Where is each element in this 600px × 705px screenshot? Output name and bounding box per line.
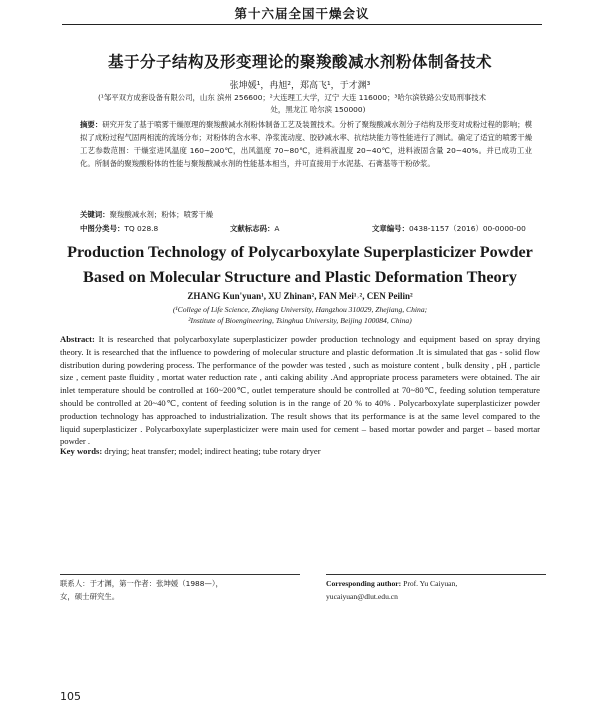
english-authors: ZHANG Kun'yuan¹, XU Zhinan², FAN Mei¹˒², CEN Peilin² [187,291,413,301]
clc-number [80,223,158,234]
chinese-footnote [60,577,300,603]
english-title [30,240,570,290]
article-number-label: 文章编号： [372,224,409,233]
footnote-rule-right [326,574,546,575]
chinese-affiliation-line1: (¹邹平双方成套设备有限公司，山东 滨州 256600；²大连理工大学，辽宁 大连 116000；³哈尔滨铁路公安局刑事技术 [98,93,487,102]
chinese-keywords [80,209,532,220]
document-code-label: 文献标志码： [230,224,275,233]
corresponding-author-name: Prof. Yu Caiyuan, [403,579,458,588]
english-abstract [60,333,540,448]
chinese-title: 基于分子结构及形变理论的聚羧酸减水剂粉体制备技术 [107,53,492,71]
conference-header: 第十六届全国干燥会议 [234,6,370,21]
chinese-abstract-text: 研究开发了基于喷雾干燥原理的聚羧酸减水剂粉体制备工艺及装置技术。分析了聚羧酸减水剂分子结构及形变对成粉过程的影响；模拟了成粉过程气固两相流的流场分布；对粉体的含水率、净浆流动度、胶砂减水率、抗结块能力等性能进行了测试。确定了适宜的喷雾干燥工艺参数范围：干燥室进风温度 160~200℃，出风温度 70~80℃，进料液温度 20~40℃，进料液固含量 20~40%。并已成功工业化。所制备的聚羧酸粉体的性能与聚羧酸减水剂的性能基本相当，并可直接用于水泥基、石膏基等干粉砂浆。 [80,120,532,168]
chinese-abstract [80,118,532,170]
english-affiliation-line1: (¹College of Life Science, Zhejiang University, Hangzhou 310029, Zhejiang, China; [172,305,428,314]
clc-value: TQ 028.8 [124,224,159,233]
document-code-value: A [274,224,280,233]
page-number: 105 [60,690,81,703]
header-rule [62,24,542,25]
chinese-footnote-line2: 女，硕士研究生。 [60,592,120,601]
english-affiliation-line2: ²Institute of Bioengineering, Tsinghua University, Beijing 100084, China) [188,316,412,325]
corresponding-author [326,577,546,590]
corresponding-author-email: yucaiyuan@dlut.edu.cn [326,592,398,601]
english-keywords [60,446,540,456]
clc-label: 中图分类号： [80,224,125,233]
chinese-abstract-label: 摘要： [80,120,103,129]
english-keywords-text: drying; heat transfer; model; indirect heating; tube rotary dryer [104,446,321,456]
chinese-affiliations [98,92,538,116]
document-code [230,223,279,234]
english-footnote [326,577,546,603]
corresponding-author-label: Corresponding author: [326,579,402,588]
chinese-authors: 张坤媛¹，冉旭²，郑高飞¹，于才渊³ [229,81,371,91]
english-abstract-text: It is researched that polycarboxylate superplasticizer powder production technology and equipment based on spray drying theory. It is researched that the influence to powdering of molecular structure and plastic deformation .It is simulated that gas - solid flow distribution during powdering process. The performance of the powder was tested , such as moisture content , bulk density , pH , particle size , cement paste fluidity , mortat water reduction rate , anti caking ability .And appropriate process parameters were obtained. The air inlet temperature should be controlled at 160~200℃, outlet temperature should be controlled at 70~80℃, feeding solution temperature should be controlled at 20~40℃, content of feeding solution is in the range of 20 % to 40% . Polycarboxylate superplasticizer powder production technology has approached to industrialization. The result shows that its performance is at the same level compared to the liquid superplasticizer . Polycarboxylate superplasticizer were main used for cement – based mortar powder and parget – based mortar powder . [60,334,540,447]
english-abstract-label: Abstract: [60,334,95,344]
article-number-value: 0438-1157（2016）00-0000-00 [408,224,526,233]
english-title-line2: Based on Molecular Structure and Plastic Deformation Theory [83,268,517,286]
english-affiliations [80,304,520,326]
footnote-rule-left [60,574,300,575]
english-keywords-label: Key words: [60,446,103,456]
chinese-keywords-text: 聚羧酸减水剂；粉体；喷雾干燥 [109,210,214,219]
chinese-keywords-label: 关键词： [80,210,110,219]
article-number [372,223,526,234]
chinese-affiliation-line2: 处，黑龙江 哈尔滨 150000) [270,105,366,114]
chinese-footnote-line1: 联系人：于才渊，第一作者：张坤媛（1988—）， [60,579,223,588]
english-title-line1: Production Technology of Polycarboxylate Superplasticizer Powder [67,243,533,261]
